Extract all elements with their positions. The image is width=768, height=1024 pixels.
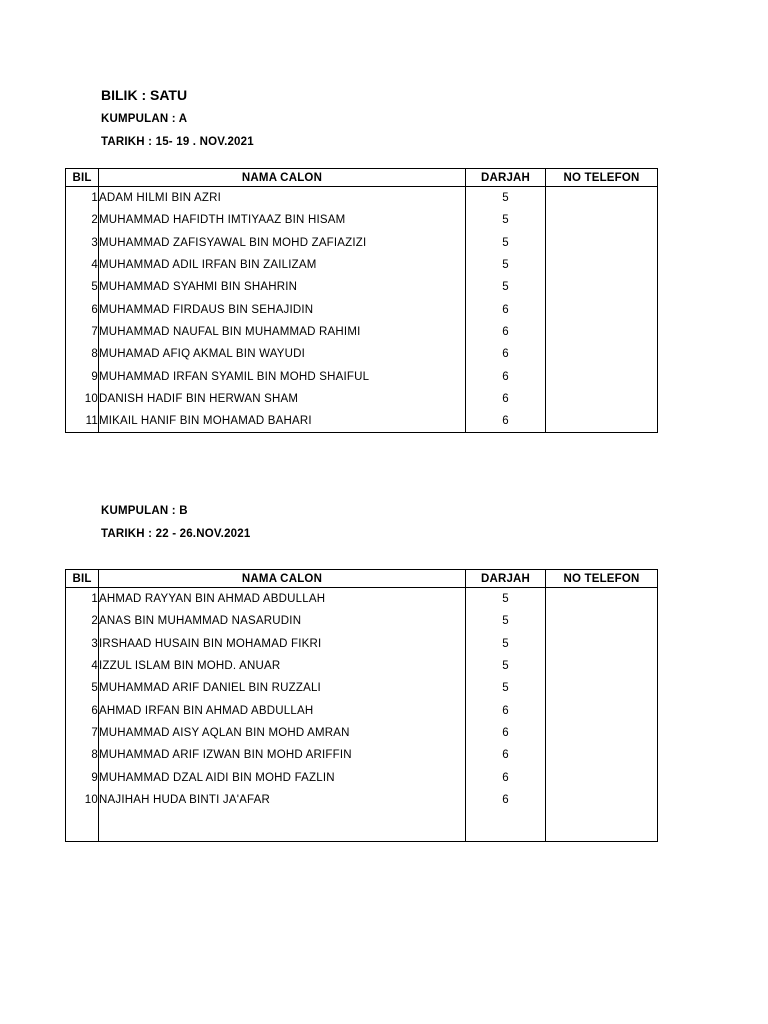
cell-no-telefon bbox=[546, 655, 658, 677]
group-b-label: KUMPULAN : B bbox=[101, 505, 188, 517]
table-row bbox=[66, 254, 658, 276]
column-header-darjah: DARJAH bbox=[466, 169, 546, 187]
table-row bbox=[66, 766, 658, 788]
table-row bbox=[66, 365, 658, 387]
cell-no-telefon bbox=[546, 187, 658, 210]
cell-darjah: 6 bbox=[466, 388, 546, 410]
group-b-table bbox=[65, 569, 658, 842]
cell-bil: 9 bbox=[66, 365, 99, 387]
table-row bbox=[66, 744, 658, 766]
table-row bbox=[66, 588, 658, 611]
cell-nama-calon: MIKAIL HANIF BIN MOHAMAD BAHARI bbox=[99, 410, 466, 433]
cell-no-telefon bbox=[546, 321, 658, 343]
cell-no-telefon bbox=[546, 209, 658, 231]
column-header-nama: NAMA CALON bbox=[99, 570, 466, 588]
cell-darjah: 6 bbox=[466, 789, 546, 811]
column-header-bil: BIL bbox=[66, 570, 99, 588]
cell-bil: 11 bbox=[66, 410, 99, 433]
table-header-row bbox=[66, 570, 658, 588]
column-header-telefon: NO TELEFON bbox=[546, 570, 658, 588]
cell-bil: 9 bbox=[66, 766, 99, 788]
empty-row bbox=[66, 811, 658, 842]
cell-darjah: 5 bbox=[466, 254, 546, 276]
cell-darjah: 5 bbox=[466, 588, 546, 611]
cell-no-telefon bbox=[546, 388, 658, 410]
cell-nama-calon: IRSHAAD HUSAIN BIN MOHAMAD FIKRI bbox=[99, 633, 466, 655]
cell-no-telefon bbox=[546, 633, 658, 655]
cell-darjah: 5 bbox=[466, 633, 546, 655]
table-row bbox=[66, 232, 658, 254]
cell-darjah: 5 bbox=[466, 655, 546, 677]
table-row bbox=[66, 677, 658, 699]
cell-bil: 2 bbox=[66, 610, 99, 632]
cell-darjah: 6 bbox=[466, 365, 546, 387]
cell-darjah: 6 bbox=[466, 766, 546, 788]
cell-no-telefon bbox=[546, 232, 658, 254]
cell-darjah: 5 bbox=[466, 209, 546, 231]
table-row bbox=[66, 410, 658, 433]
cell-bil: 2 bbox=[66, 209, 99, 231]
cell-nama-calon: AHMAD RAYYAN BIN AHMAD ABDULLAH bbox=[99, 588, 466, 611]
table-header-row bbox=[66, 169, 658, 187]
cell-no-telefon bbox=[546, 677, 658, 699]
cell-nama-calon: AHMAD IRFAN BIN AHMAD ABDULLAH bbox=[99, 699, 466, 721]
table-row bbox=[66, 343, 658, 365]
group-a-rows bbox=[66, 187, 658, 433]
table-row bbox=[66, 187, 658, 210]
table-row bbox=[66, 722, 658, 744]
cell-nama-calon: MUHAMMAD ARIF IZWAN BIN MOHD ARIFFIN bbox=[99, 744, 466, 766]
cell-nama-calon: MUHAMMAD SYAHMI BIN SHAHRIN bbox=[99, 276, 466, 298]
table-row bbox=[66, 209, 658, 231]
cell-bil: 1 bbox=[66, 187, 99, 210]
cell-darjah: 5 bbox=[466, 276, 546, 298]
cell-nama-calon: MUHAMMAD ADIL IRFAN BIN ZAILIZAM bbox=[99, 254, 466, 276]
table-row bbox=[66, 321, 658, 343]
column-header-nama: NAMA CALON bbox=[99, 169, 466, 187]
cell-bil: 7 bbox=[66, 321, 99, 343]
cell-nama-calon: MUHAMMAD ZAFISYAWAL BIN MOHD ZAFIAZIZI bbox=[99, 232, 466, 254]
table-row bbox=[66, 699, 658, 721]
cell-darjah: 6 bbox=[466, 699, 546, 721]
cell-bil: 8 bbox=[66, 744, 99, 766]
cell-bil: 6 bbox=[66, 298, 99, 320]
cell-no-telefon bbox=[546, 722, 658, 744]
cell-bil: 3 bbox=[66, 633, 99, 655]
cell-darjah: 6 bbox=[466, 343, 546, 365]
cell-bil: 4 bbox=[66, 254, 99, 276]
cell-nama-calon: NAJIHAH HUDA BINTI JA'AFAR bbox=[99, 789, 466, 811]
cell-nama-calon: IZZUL ISLAM BIN MOHD. ANUAR bbox=[99, 655, 466, 677]
cell-darjah: 6 bbox=[466, 744, 546, 766]
table-row bbox=[66, 633, 658, 655]
cell-no-telefon bbox=[546, 699, 658, 721]
cell-no-telefon bbox=[546, 298, 658, 320]
cell-no-telefon bbox=[546, 744, 658, 766]
cell-bil: 6 bbox=[66, 699, 99, 721]
cell-nama-calon: MUHAMMAD DZAL AIDI BIN MOHD FAZLIN bbox=[99, 766, 466, 788]
column-header-telefon: NO TELEFON bbox=[546, 169, 658, 187]
cell-bil: 5 bbox=[66, 276, 99, 298]
cell-darjah: 6 bbox=[466, 321, 546, 343]
table-row bbox=[66, 388, 658, 410]
cell-bil: 8 bbox=[66, 343, 99, 365]
cell-nama-calon: MUHAMMAD FIRDAUS BIN SEHAJIDIN bbox=[99, 298, 466, 320]
cell-darjah: 5 bbox=[466, 232, 546, 254]
cell-no-telefon bbox=[546, 254, 658, 276]
room-title: BILIK : SATU bbox=[101, 87, 188, 103]
cell-darjah: 6 bbox=[466, 410, 546, 433]
group-a-label-display: KUMPULAN : A bbox=[101, 113, 188, 125]
cell-no-telefon bbox=[546, 410, 658, 433]
cell-no-telefon bbox=[546, 766, 658, 788]
cell-nama-calon: MUHAMMAD ARIF DANIEL BIN RUZZALI bbox=[99, 677, 466, 699]
group-a-table bbox=[65, 168, 658, 433]
cell-bil: 10 bbox=[66, 388, 99, 410]
group-b-rows bbox=[66, 588, 658, 842]
cell-no-telefon bbox=[546, 588, 658, 611]
cell-nama-calon: MUHAMMAD HAFIDTH IMTIYAAZ BIN HISAM bbox=[99, 209, 466, 231]
table-row bbox=[66, 298, 658, 320]
cell-darjah: 6 bbox=[466, 722, 546, 744]
cell-darjah: 5 bbox=[466, 610, 546, 632]
cell-nama-calon: ANAS BIN MUHAMMAD NASARUDIN bbox=[99, 610, 466, 632]
cell-nama-calon: MUHAMMAD NAUFAL BIN MUHAMMAD RAHIMI bbox=[99, 321, 466, 343]
cell-nama-calon: MUHAMAD AFIQ AKMAL BIN WAYUDI bbox=[99, 343, 466, 365]
cell-bil: 5 bbox=[66, 677, 99, 699]
cell-nama-calon: MUHAMMAD IRFAN SYAMIL BIN MOHD SHAIFUL bbox=[99, 365, 466, 387]
cell-no-telefon bbox=[546, 365, 658, 387]
empty-cell bbox=[66, 811, 99, 842]
cell-bil: 4 bbox=[66, 655, 99, 677]
empty-cell bbox=[99, 811, 466, 842]
table-row bbox=[66, 655, 658, 677]
cell-no-telefon bbox=[546, 276, 658, 298]
column-header-darjah: DARJAH bbox=[466, 570, 546, 588]
cell-darjah: 5 bbox=[466, 187, 546, 210]
table-row bbox=[66, 276, 658, 298]
cell-darjah: 6 bbox=[466, 298, 546, 320]
table-row bbox=[66, 789, 658, 811]
cell-no-telefon bbox=[546, 343, 658, 365]
cell-bil: 10 bbox=[66, 789, 99, 811]
cell-no-telefon bbox=[546, 789, 658, 811]
cell-nama-calon: ADAM HILMI BIN AZRI bbox=[99, 187, 466, 210]
empty-cell bbox=[466, 811, 546, 842]
cell-bil: 7 bbox=[66, 722, 99, 744]
table-row bbox=[66, 610, 658, 632]
cell-darjah: 5 bbox=[466, 677, 546, 699]
cell-nama-calon: MUHAMMAD AISY AQLAN BIN MOHD AMRAN bbox=[99, 722, 466, 744]
cell-bil: 1 bbox=[66, 588, 99, 611]
column-header-bil: BIL bbox=[66, 169, 99, 187]
group-a-date: TARIKH : 15- 19 . NOV.2021 bbox=[101, 136, 254, 148]
cell-no-telefon bbox=[546, 610, 658, 632]
cell-bil: 3 bbox=[66, 232, 99, 254]
group-b-date: TARIKH : 22 - 26.NOV.2021 bbox=[101, 528, 251, 540]
cell-nama-calon: DANISH HADIF BIN HERWAN SHAM bbox=[99, 388, 466, 410]
empty-cell bbox=[546, 811, 658, 842]
